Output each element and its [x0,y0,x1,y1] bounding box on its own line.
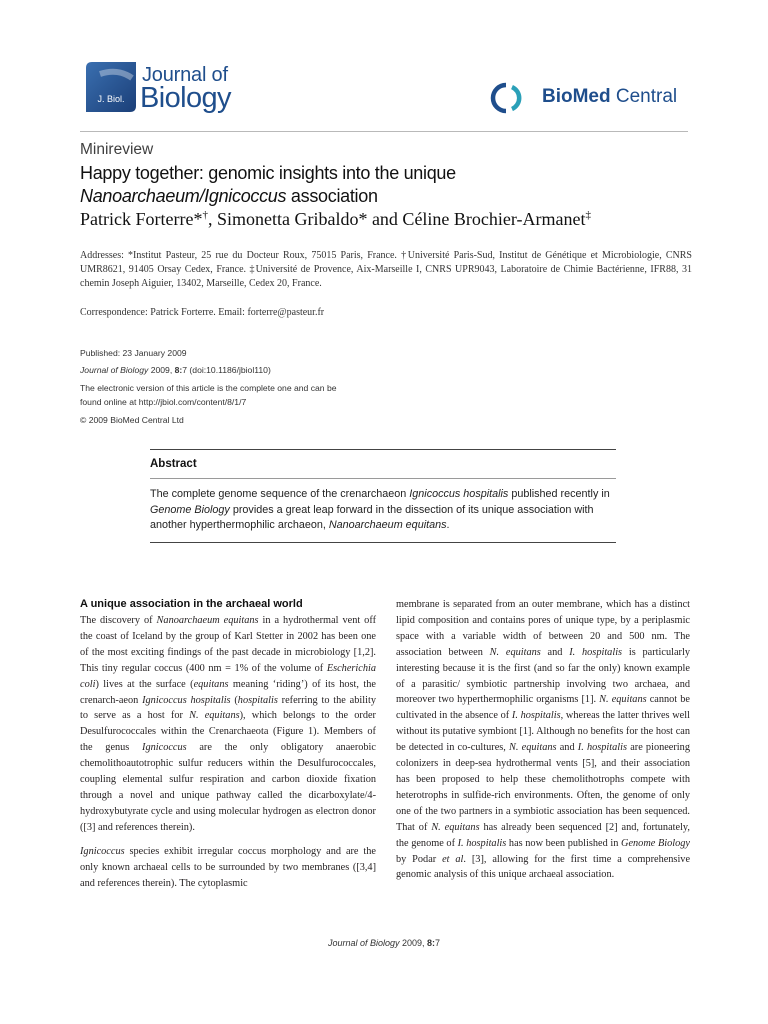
body-column-right [396,597,690,883]
journal-name-line2: Biology [140,82,231,114]
abstract-text: The complete genome sequence of the crenarchaeon Ignicoccus hospitalis published recently in Genome Biology provides a great leap forward in the dissection of its unique association with another hyperthermophilic archaeon, Nanoarchaeum equitans. [150,488,610,532]
page-footer: Journal of Biology 2009, 8:7 [327,938,441,948]
citation: Journal of Biology 2009, 8:7 (doi:10.1186/jbiol110) [80,365,271,376]
body-column-left [80,613,376,891]
abstract-heading: Abstract [150,458,197,470]
copyright: © 2009 BioMed Central Ltd [80,414,184,425]
paragraph: Ignicoccus species exhibit irregular coccus morphology and are the only known archaeal cells to be surrounded by two membranes ([3,4] and references therein). The cytoplasmic [80,845,376,889]
biomed-central-logo-icon [490,82,526,114]
correspondence: Correspondence: Patrick Forterre. Email: forterre@pasteur.fr [80,307,325,318]
article-title-line2: Nanoarchaeum/Ignicoccus association [80,186,378,206]
journal-badge: J. Biol. [97,94,125,104]
abstract-top-rule [150,449,616,450]
electronic-version-line2: found online at http://jbiol.com/content/8/1/7 [80,397,247,408]
author-list: Patrick Forterre*†, Simonetta Gribaldo* and Céline Brochier-Armanet‡ [80,209,592,229]
author-addresses: Addresses: *Institut Pasteur, 25 rue du Docteur Roux, 75015 Paris, France. †Université Paris-Sud, Institut de Génétique et Microbiologie, CNRS UMR8621, 91405 Orsay Cedex, France. ‡Université de Provence, Aix-Marseille I, CNRS UPR9043, Laboratoire de Chimie Bactérienne, IFR88, 31 chemin Joseph Aiguier, 13402, Marseille, Cedex 20, France. [80,250,692,290]
abstract-bottom-rule [150,542,616,543]
publisher-name: BioMed Central [542,86,678,107]
section-heading: A unique association in the archaeal world [80,598,303,610]
published-date: Published: 23 January 2009 [80,348,187,358]
article-title-line1: Happy together: genomic insights into the unique [80,163,456,183]
paragraph: The discovery of Nanoarchaeum equitans in a hydrothermal vent off the coast of Iceland by the group of Karl Stetter in 2002 has been one of the most exciting findings of the past decade in microbiology [1,2]. This tiny regular coccus (400 nm = 1% of the volume of Escherichia coli) lives at the surface (equitans meaning ‘riding’) of its host, the crenarch-aeon Ignicoccus hospitalis (hospitalis referring to the ability to serve as a host for N. equitans), which belongs to the order Desulfurococcales within the Crenarchaeota (Figure 1). Members of the genus Ignicoccus are the only obligatory anaerobic chemolithoautotrophic sulfur reducers within the Desulfurococcales, coupling elemental sulfur respiration and carbon dioxide fixation through a novel and unique pathway called the dicarboxylate/4-hydroxybutyrate cycle and using molecular hydrogen as electron donor ([3] and references therein). [80,615,376,833]
publication-info [80,346,380,427]
journal-logo-mark [82,58,140,116]
paragraph: membrane is separated from an outer membrane, which has a distinct lipid composition and contains pores of unique type, by a periplasmic space with a variable width of between 20 and 500 nm. The association between N. equitans and I. hospitalis is particularly interesting because it is the first (and so far the only) known example of a parasitic/ symbiotic partnership involving two archaea, and moreover two hyperthermophilic organisms [1]. N. equitans cannot be cultivated in the absence of I. hospitalis, whereas the latter thrives well without its putative symbiont [1]. Although no benefits for the host can be detected in co-cultures, N. equitans and I. hospitalis are pioneering colonizers in deep-sea hydrothermal vents [5], and their association has been proposed to help these chemolithotrophs compete with heterotrophs in sulfide-rich environments. Often, the genome of only one of the two partners in a symbiotic association has been sequenced. That of N. equitans has already been sequenced [2] and, fortunately, the genome of I. hospitalis has now been published in Genome Biology by Podar et al. [3], allowing for the first time a comprehensive genomic analysis of this unique archaeal association. [396,599,691,881]
header-divider [80,131,688,132]
article-type: Minireview [80,141,154,158]
electronic-version-line1: The electronic version of this article is the complete one and can be [80,382,337,393]
journal-name-line1: Journal of [142,64,228,86]
abstract-heading-rule [150,478,616,479]
journal-logo [82,58,140,116]
